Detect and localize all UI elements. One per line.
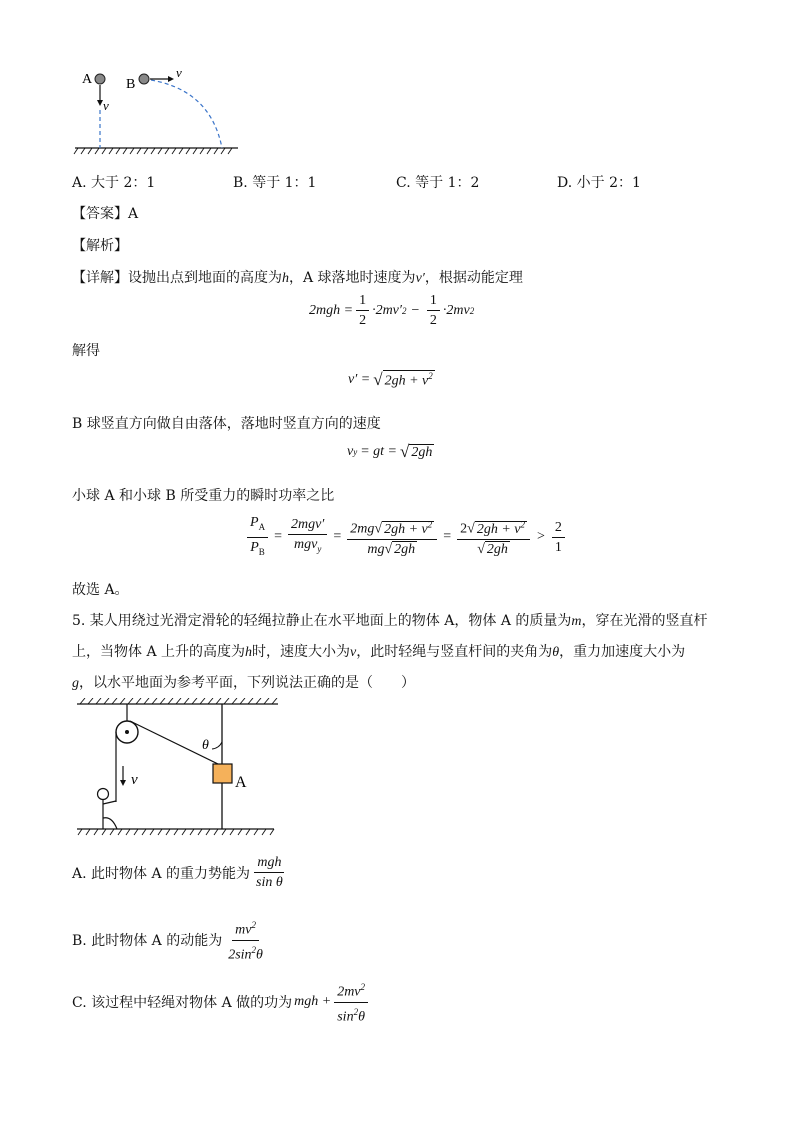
b-vertical-text: B 球竖直方向做自由落体，落地时竖直方向的速度 — [72, 416, 381, 432]
detail-tag: 【详解】 — [72, 270, 128, 286]
eq1-half-1: $\frac{1}{2}$ — [356, 292, 369, 329]
q5-option-c: C. 该过程中轻绳对物体 A 做的功为 mgh + $\frac{2mv^2}{\sin^2\theta}$ — [72, 979, 371, 1025]
eq1-half-2: $\frac{1}{2}$ — [427, 292, 440, 329]
eq3-root: 2gh — [411, 444, 433, 460]
q4-option-c: C. 等于 1：2 — [396, 175, 480, 191]
eq2-root: $2gh + v^2$ — [384, 371, 433, 389]
eq4-frac-3: $\frac{2mg√ 2gh + v^2}{mg√ 2gh}$ — [347, 516, 437, 558]
analysis-tag: 【解析】 — [72, 238, 128, 254]
q4-option-a: A. 大于 2：1 — [72, 175, 156, 191]
projectile-diagram — [70, 62, 245, 157]
solve-label: 解得 — [72, 343, 100, 359]
q5-line-1: 5. 某人用绕过光滑定滑轮的轻绳拉静止在水平地面上的物体 A，物体 A 的质量为m，穿在光滑的竖直杆 — [72, 613, 708, 629]
equation-vertical-speed: v y = gt = √ 2gh — [347, 442, 433, 461]
eq4-frac-ratio: $\frac{2}{1}$ — [552, 519, 565, 556]
theta-label: θ — [202, 738, 209, 753]
equation-power-ratio: $\frac{P_A}{P_B}$ = $\frac{\text{2mgv′}}{mgv_y}$ = $\frac{2mg√ 2gh + v^2}{mg√ 2gh}$ = $\frac{2√ 2gh + v^2}{√ 2gh}$ > $\frac{2}{1}$ — [244, 514, 568, 561]
landing-velocity-symbol: v′ — [415, 271, 425, 286]
conclusion: 故选 A。 — [72, 582, 129, 598]
height-symbol: h — [282, 271, 289, 286]
ball-a-label: A — [82, 72, 93, 87]
ball-a — [95, 74, 105, 84]
eq1-minus: − — [410, 302, 420, 318]
velocity-label: v — [131, 772, 138, 788]
eq4-frac-pa-pb: $\frac{P_A}{P_B}$ — [247, 514, 268, 561]
answer-tag: 【答案】 — [72, 206, 128, 222]
answer-line — [72, 203, 138, 223]
ground-hatch — [74, 148, 238, 154]
equation-energy-theorem: 2mgh = $\frac{1}{2}$ ·2mv′ 2 − $\frac{1}{2}$ ·2mv 2 — [309, 293, 475, 328]
q4-option-d: D. 小于 2：1 — [557, 175, 641, 191]
ball-b-trajectory — [144, 79, 222, 148]
detail-end: ，根据动能定理 — [424, 270, 523, 286]
ball-b-label: B — [126, 77, 136, 92]
eq1-term1: ·2mv′ — [372, 302, 402, 318]
person-figure — [98, 789, 118, 830]
ball-b — [139, 74, 149, 84]
pulley-diagram — [72, 698, 282, 840]
theta-arc — [212, 742, 222, 749]
option-c-fraction: $\frac{2mv^2}{\sin^2\theta}$ — [334, 979, 368, 1025]
block-a — [213, 764, 232, 783]
block-a-label: A — [235, 774, 247, 791]
eq1-term2: ·2mv — [442, 302, 470, 318]
ball-a-velocity-label: v — [103, 98, 109, 113]
eq4-frac-2: $\frac{\text{2mgv′}}{mgv_y}$ — [288, 516, 327, 558]
option-a-fraction: $\frac{\text{mgh}}{\text{sin θ}}$ — [256, 855, 283, 890]
detail-mid: ，A 球落地时速度为 — [289, 270, 416, 286]
ceiling-hatch — [77, 698, 278, 704]
q5-option-a: A. 此时物体 A 的重力势能为 $\frac{\text{mgh}}{\text{sin θ}}$ — [72, 854, 289, 891]
option-b-fraction: $\frac{mv^2}{2\sin^2\theta}$ — [225, 917, 266, 963]
answer-value: A — [128, 206, 139, 222]
floor-hatch — [77, 829, 274, 835]
power-ratio-text: 小球 A 和小球 B 所受重力的瞬时功率之比 — [72, 488, 335, 504]
ball-b-velocity-label: v — [176, 65, 182, 80]
eq4-frac-4: $\frac{2√ 2gh + v^2}{√ 2gh}$ — [457, 516, 530, 558]
equation-landing-speed: v′ = √ $2gh + v^2$ — [348, 370, 433, 389]
detail-intro: 设抛出点到地面的高度为 — [128, 270, 282, 286]
q4-option-b: B. 等于 1：1 — [233, 175, 317, 191]
detail-line — [72, 267, 523, 287]
q5-option-b: B. 此时物体 A 的动能为 $\frac{mv^2}{2\sin^2\theta}$ — [72, 917, 269, 963]
q5-line-3: g，以水平地面为参考平面，下列说法正确的是（ ） — [72, 675, 415, 691]
eq2-lhs: v′ = — [348, 372, 371, 387]
q5-line-2: 上，当物体 A 上升的高度为h时，速度大小为v，此时轻绳与竖直杆间的夹角为θ，重力加速度大小为 — [72, 644, 686, 660]
eq1-lhs: 2mgh = — [309, 302, 354, 318]
